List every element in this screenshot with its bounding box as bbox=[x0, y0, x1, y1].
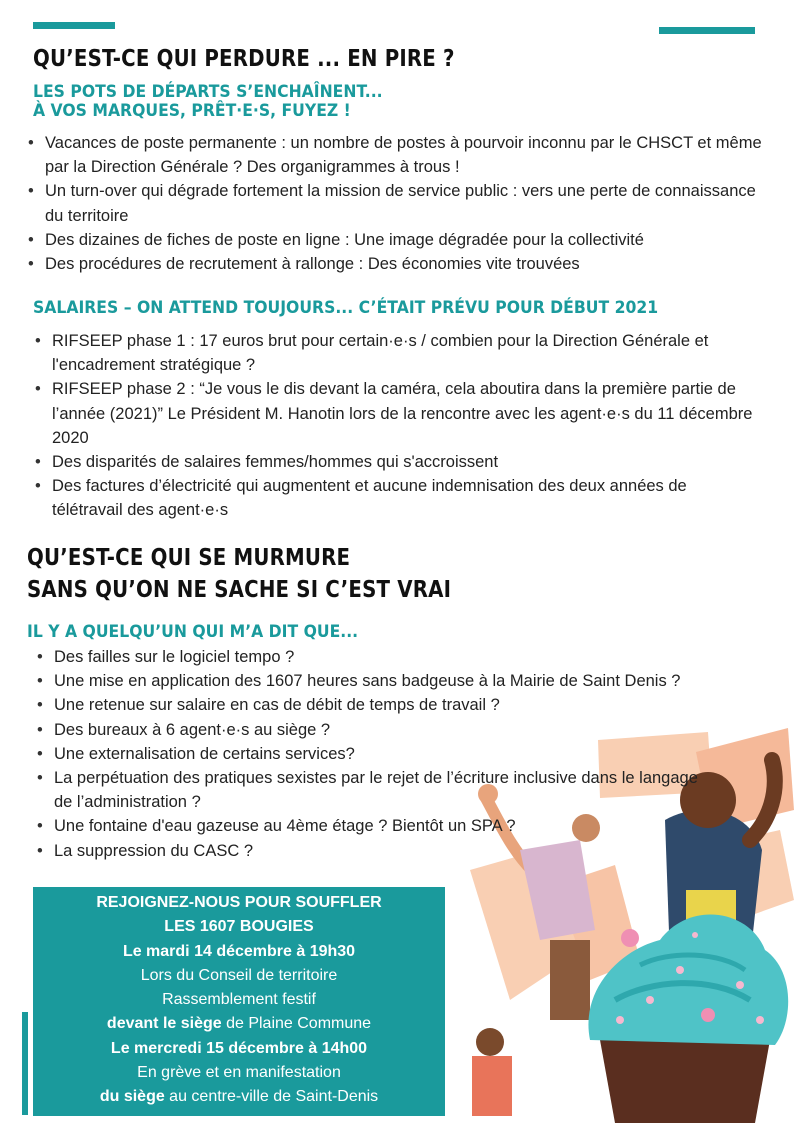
sprinkle bbox=[756, 1016, 764, 1024]
infobox-event-1-type: Rassemblement festif bbox=[162, 991, 316, 1009]
sprinkle bbox=[646, 996, 654, 1004]
infobox-event-2-location bbox=[33, 1085, 445, 1109]
small-figure-head bbox=[476, 1028, 504, 1056]
sprinkle bbox=[701, 1008, 715, 1022]
infobox-date-2: Le mercredi 15 décembre à 14h00 bbox=[110, 1039, 368, 1057]
list-item: • RIFSEEP phase 1 : 17 euros brut pour certain·e·s / combien pour la Direction Générale et l'encadrement stratégique ? bbox=[33, 329, 757, 377]
section1-subtitle-line1: LES POTS DE DÉPARTS S’ENCHAÎNENT... bbox=[33, 82, 383, 102]
infobox-location-rest: de Plaine Commune bbox=[221, 1015, 372, 1033]
list-item: • Des failles sur le logiciel tempo ? bbox=[35, 645, 745, 669]
list-item: • Des disparités de salaires femmes/hommes qui s'accroissent bbox=[33, 450, 757, 474]
list-item: • RIFSEEP phase 2 : “Je vous le dis devant la caméra, cela aboutira dans la première partie de l’année (2021)” Le Président M. Hanotin lors de la rencontre avec les agent·e·s du 11 décembre 2020 bbox=[33, 377, 757, 450]
sprinkle bbox=[616, 1016, 624, 1024]
infobox-event-2-desc: En grève et en manifestation bbox=[137, 1064, 341, 1082]
list-item: • Vacances de poste permanente : un nombre de postes à pourvoir inconnu par le CHSCT et même par la Direction Générale ? Des organigrammes à trous ! bbox=[26, 131, 766, 179]
list-item: • La perpétuation des pratiques sexistes par le rejet de l’écriture inclusive dans le langage de l’administration ? bbox=[35, 766, 745, 814]
section3-subtitle: IL Y A QUELQU’UN QUI M’A DIT QUE... bbox=[27, 622, 359, 642]
event-info-box bbox=[33, 887, 445, 1116]
sprinkle bbox=[736, 981, 744, 989]
small-figure-body bbox=[472, 1056, 512, 1116]
infobox-event-1-desc: Lors du Conseil de territoire bbox=[140, 966, 338, 984]
infobox-event-1-location bbox=[33, 1012, 445, 1036]
left-vertical-accent-bar bbox=[22, 1012, 28, 1115]
infobox-route-rest: au centre-ville de Saint-Denis bbox=[164, 1088, 379, 1106]
list-item: • Des bureaux à 6 agent·e·s au siège ? bbox=[35, 718, 745, 742]
list-item: • Des dizaines de fiches de poste en ligne : Une image dégradée pour la collectivité bbox=[26, 228, 766, 252]
list-item: • Une fontaine d'eau gazeuse au 4ème étage ? Bientôt un SPA ? bbox=[35, 814, 745, 838]
top-left-accent-bar bbox=[33, 22, 115, 29]
top-right-accent-bar bbox=[659, 27, 755, 34]
list-item: • Une mise en application des 1607 heures sans badgeuse à la Mairie de Saint Denis ? bbox=[35, 669, 745, 693]
list-item: • Des procédures de recrutement à rallonge : Des économies vite trouvées bbox=[26, 252, 766, 276]
person-left-legs bbox=[550, 940, 590, 1020]
section3-title-line1: QU’EST-CE QUI SE MURMURE bbox=[27, 545, 351, 571]
section1-list bbox=[26, 131, 766, 276]
list-item: • Une externalisation de certains services? bbox=[35, 742, 745, 766]
infobox-route-bold: du siège bbox=[99, 1088, 165, 1106]
section3-title-line2: SANS QU’ON NE SACHE SI C’EST VRAI bbox=[27, 577, 452, 603]
infobox-heading-line1: REJOIGNEZ-NOUS POUR SOUFFLER bbox=[96, 894, 382, 911]
section1-subtitle-line2: À VOS MARQUES, PRÊT·E·S, FUYEZ ! bbox=[33, 101, 351, 121]
list-item: • La suppression du CASC ? bbox=[35, 839, 745, 863]
sprinkle bbox=[676, 966, 684, 974]
list-item: • Une retenue sur salaire en cas de débit de temps de travail ? bbox=[35, 693, 745, 717]
section2-subtitle: SALAIRES – ON ATTEND TOUJOURS... C’ÉTAIT PRÉVU POUR DÉBUT 2021 bbox=[33, 298, 659, 318]
sprinkle bbox=[621, 929, 639, 947]
sprinkle bbox=[692, 932, 698, 938]
cupcake-wrapper bbox=[600, 1040, 770, 1123]
infobox-date-1: Le mardi 14 décembre à 19h30 bbox=[122, 942, 356, 960]
infobox-heading-line2: LES 1607 BOUGIES bbox=[164, 918, 314, 936]
section3-list bbox=[35, 645, 745, 863]
infobox-location-bold: devant le siège bbox=[106, 1015, 222, 1033]
list-item: • Un turn-over qui dégrade fortement la mission de service public : vers une perte de connaissance du territoire bbox=[26, 179, 766, 227]
section2-list bbox=[33, 329, 757, 523]
section1-title: QU’EST-CE QUI PERDURE ... EN PIRE ? bbox=[33, 46, 455, 72]
list-item: • Des factures d’électricité qui augmentent et aucune indemnisation des deux années de télétravail des agent·e·s bbox=[33, 474, 757, 522]
